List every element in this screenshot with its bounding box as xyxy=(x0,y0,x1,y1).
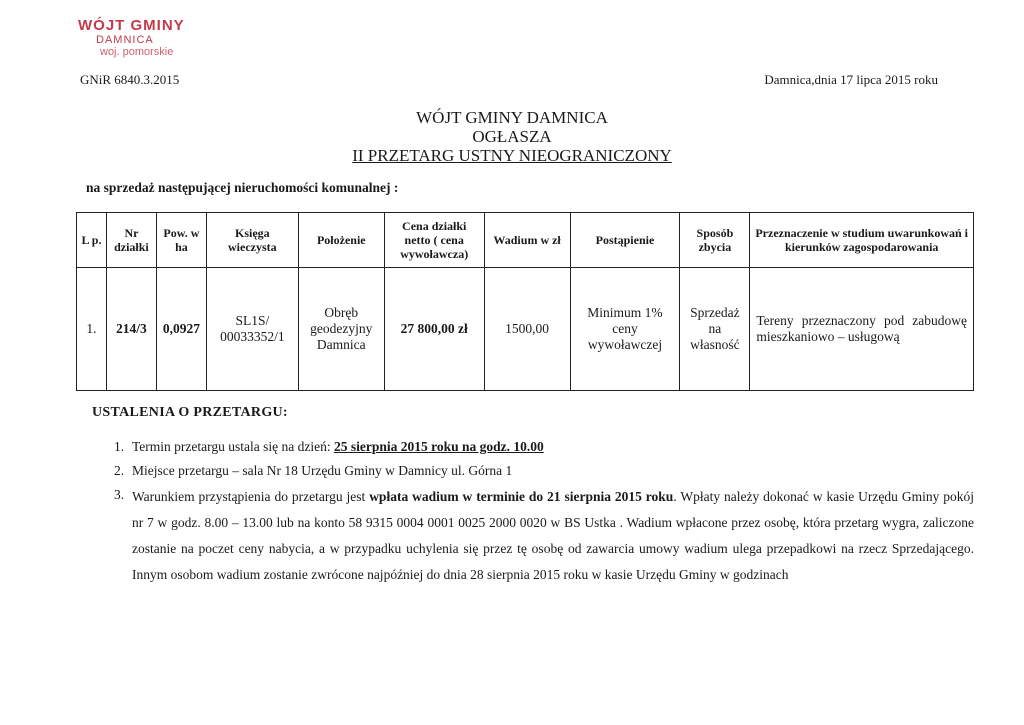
list-item xyxy=(114,436,974,458)
auction-date: 25 sierpnia 2015 roku na godz. 10.00 xyxy=(333,439,544,454)
header-purpose: Przeznaczenie w studium uwarunkowań i kierunków zagospodarowania xyxy=(750,213,974,268)
item-number: 2. xyxy=(114,463,125,478)
cell-purpose: Tereny przeznaczony pod zabudowę mieszkaniowo – usługową xyxy=(750,268,974,391)
stamp-line-1: WÓJT GMINY xyxy=(78,17,185,34)
cell-deposit: 1500,00 xyxy=(484,268,570,391)
header-deposit: Wadium w zł xyxy=(484,213,570,268)
header-increment: Postąpienie xyxy=(570,213,680,268)
list-item xyxy=(114,460,974,482)
header-plot-number: Nr działki xyxy=(106,213,156,268)
cell-plot-number: 214/3 xyxy=(106,268,156,391)
official-stamp xyxy=(78,18,188,58)
header-lp: L p. xyxy=(77,213,107,268)
cell-location: Obręb geodezyjny Damnica xyxy=(298,268,384,391)
item-3-pre: Warunkiem przystąpienia do przetargu jest xyxy=(132,489,370,504)
header-sale-method: Sposób zbycia xyxy=(680,213,750,268)
cell-area: 0,0927 xyxy=(156,268,206,391)
item-2-text: Miejsce przetargu – sala Nr 18 Urzędu Gminy w Damnicy ul. Górna 1 xyxy=(132,463,513,478)
item-3-post: . Wpłaty należy dokonać w kasie Urzędu Gminy pokój nr 7 w godz. 8.00 – 13.00 lub na konto 58 9315 0004 0001 0025 2000 0020 w BS Ustka . Wadium wpłacone przez osobę, która przetarg wygra, zaliczone zostanie na poczet ceny nabycia, a w przypadku uchylenia się przez tę osobę od zawarcia umowy wadium ulega przepadkowi na rzecz Sprzedającego. Innym osobom wadium zostanie zwrócone najpóźniej do dnia 28 sierpnia 2015 roku w kasie Urzędu Gminy w godzinach xyxy=(132,489,974,582)
intro-text: na sprzedaż następującej nieruchomości komunalnej : xyxy=(86,180,399,195)
item-number: 1. xyxy=(114,439,125,454)
header-location: Położenie xyxy=(298,213,384,268)
header-land-register: Księga wieczysta xyxy=(206,213,298,268)
item-number: 3. xyxy=(114,487,125,502)
stamp-line-2: DAMNICA xyxy=(96,34,154,46)
document-date: Damnica,dnia 17 lipca 2015 roku xyxy=(764,72,938,87)
cell-sale-method: Sprzedaż na własność xyxy=(680,268,750,391)
ustalenia-list xyxy=(114,436,974,590)
stamp-line-3: woj. pomorskie xyxy=(100,46,174,58)
cell-price: 27 800,00 zł xyxy=(384,268,484,391)
table-row xyxy=(77,268,974,391)
header-area: Pow. w ha xyxy=(156,213,206,268)
table-header-row xyxy=(77,213,974,268)
title-line-3: II PRZETARG USTNY NIEOGRANICZONY xyxy=(352,146,672,165)
list-item xyxy=(114,484,974,588)
reference-number: GNiR 6840.3.2015 xyxy=(80,72,180,87)
property-table xyxy=(76,212,974,391)
item-1-text: Termin przetargu ustala się na dzień: xyxy=(132,439,334,454)
cell-land-register: SL1S/ 00033352/1 xyxy=(206,268,298,391)
deposit-deadline: wpłata wadium w terminie do 21 sierpnia 2015 roku xyxy=(369,489,674,504)
document-title xyxy=(0,108,1024,165)
header-price: Cena działki netto ( cena wywoławcza) xyxy=(384,213,484,268)
ustalenia-title: USTALENIA O PRZETARGU: xyxy=(92,405,288,420)
cell-increment: Minimum 1% ceny wywoławczej xyxy=(570,268,680,391)
title-line-2: OGŁASZA xyxy=(472,127,552,146)
title-line-1: WÓJT GMINY DAMNICA xyxy=(416,108,608,127)
cell-lp: 1. xyxy=(77,268,107,391)
